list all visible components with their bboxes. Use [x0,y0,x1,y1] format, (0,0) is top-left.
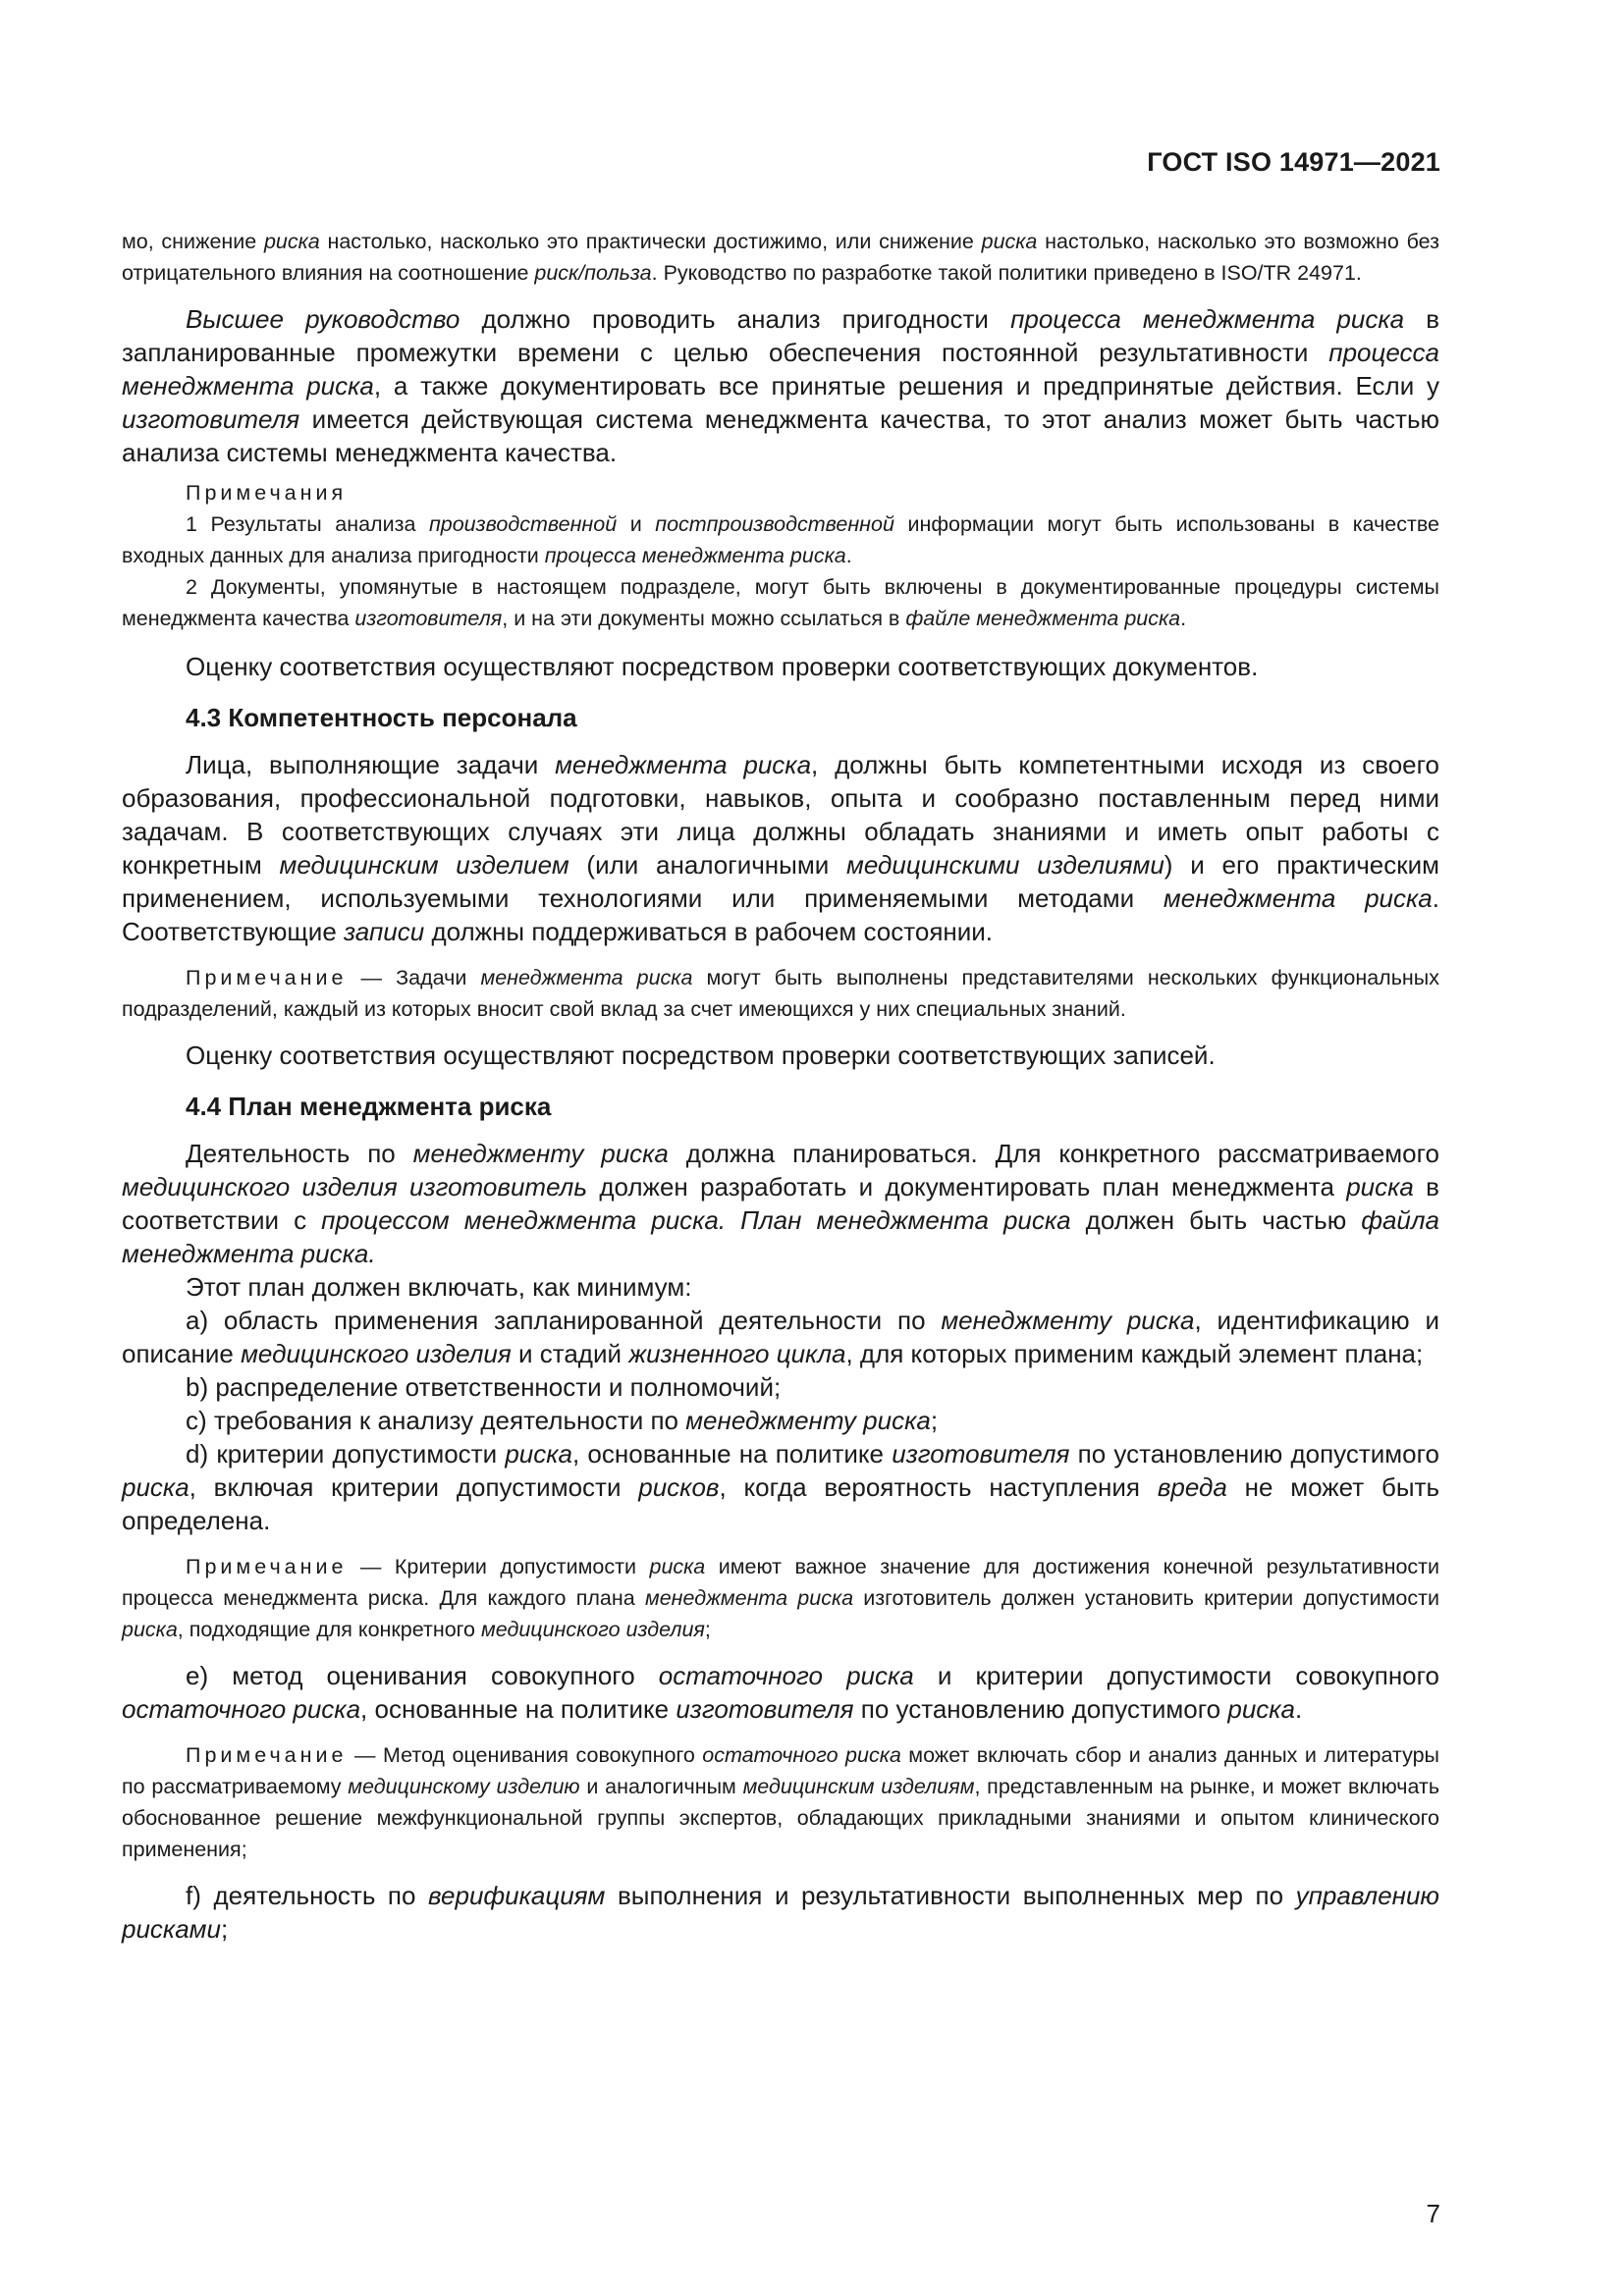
notes-title: Примечания [186,481,348,505]
paragraph-risk-plan: Деятельность по менеджменту риска должна планироваться. Для конкретного рассматриваемого медицинского изделия изготовитель должен разработать и документировать план менеджмента риска в соответствии с процессом менеджмента риска. План менеджмента риска должен быть частью файла менеджмента риска. [122,1139,1440,1268]
paragraph-personnel-competence: Лица, выполняющие задачи менеджмента риска, должны быть компетентными исходя из своего образования, профессиональной подготовки, навыков, опыта и сообразно поставленным перед ними задачам. В соответствующих случаях эти лица должны обладать знаниями и иметь опыт работы с конкретным медицинским изделием (или аналогичными медицинскими изделиями) и его практическим применением, используемыми технологиями или применяемыми методами менеджмента риска. Соответствующие записи должны поддерживаться в рабочем состоянии. [122,750,1439,946]
page-number: 7 [1426,2199,1440,2228]
paragraph-plan-includes: Этот план должен включать, как минимум: [186,1272,692,1302]
list-item-c: c) требования к анализу деятельности по менеджменту риска; [186,1406,939,1435]
paragraph-management-review: Высшее руководство должно проводить анализ пригодности процесса менеджмента риска в запланированные промежутки времени с целью обеспечения постоянной результативности процесса менеджмента риска, а также документировать все принятые решения и предпринятые действия. Если у изготовителя имеется действующая система менеджмента качества, то этот анализ может быть частью анализа системы менеджмента качества. [122,304,1440,467]
page-body [122,226,1439,1946]
note-acceptability-criteria: Примечание — Критерии допустимости риска имеют важное значение для достижения конечной результативности процесса менеджмента риска. Для каждого плана менеджмента риска изготовитель должен установить критерии допустимости риска, подходящие для конкретного медицинского изделия; [122,1555,1440,1641]
section-heading-4-4: 4.4 План менеджмента риска [186,1092,552,1121]
list-item-f: f) деятельность по верификациям выполнения и результативности выполненных мер по управлению рисками; [122,1881,1439,1944]
paragraph-policy-continuation: мо, снижение риска настолько, насколько это практически достижимо, или снижение риска настолько, насколько это возможно без отрицательного влияния на соотношение риск/польза. Руководство по разработке такой политики приведено в ISO/TR 24971. [122,230,1439,285]
list-item-e: e) метод оценивания совокупного остаточного риска и критерии допустимости совокупного остаточного риска, основанные на политике изготовителя по установлению допустимого риска. [122,1661,1440,1724]
note-2: 2 Документы, упомянутые в настоящем подразделе, могут быть включены в документированные процедуры системы менеджмента качества изготовителя, и на эти документы можно ссылаться в файле менеджмента риска. [122,575,1439,630]
paragraph-conformity-documents: Оценку соответствия осуществляют посредством проверки соответствующих документов. [186,652,1259,681]
note-personnel: Примечание — Задачи менеджмента риска могут быть выполнены представителями нескольких функциональных подразделений, каждый из которых вносит свой вклад за счет имеющихся у них специальных знаний. [122,966,1439,1021]
list-item-d: d) критерии допустимости риска, основанные на политике изготовителя по установлению допустимого риска, включая критерии допустимости рисков, когда вероятность наступления вреда не может быть определена. [122,1439,1440,1535]
section-heading-4-3: 4.3 Компетентность персонала [186,703,577,732]
paragraph-conformity-records: Оценку соответствия осуществляют посредством проверки соответствующих записей. [186,1041,1216,1070]
list-item-a: a) область применения запланированной деятельности по менеджменту риска, идентификацию и описание медицинского изделия и стадий жизненного цикла, для которых применим каждый элемент плана; [122,1306,1439,1368]
note-1: 1 Результаты анализа производственной и постпроизводственной информации могут быть использованы в качестве входных данных для анализа пригодности процесса менеджмента риска. [122,512,1439,567]
document-code: ГОСТ ISO 14971—2021 [1147,147,1440,177]
list-item-b: b) распределение ответственности и полномочий; [186,1372,782,1402]
note-residual-risk-method: Примечание — Метод оценивания совокупного остаточного риска может включать сбор и анализ данных и литературы по рассматриваемому медицинскому изделию и аналогичным медицинским изделиям, представленным на рынке, и может включать обоснованное решение межфункциональной группы экспертов, обладающих прикладными знаниями и опытом клинического применения; [122,1743,1440,1861]
